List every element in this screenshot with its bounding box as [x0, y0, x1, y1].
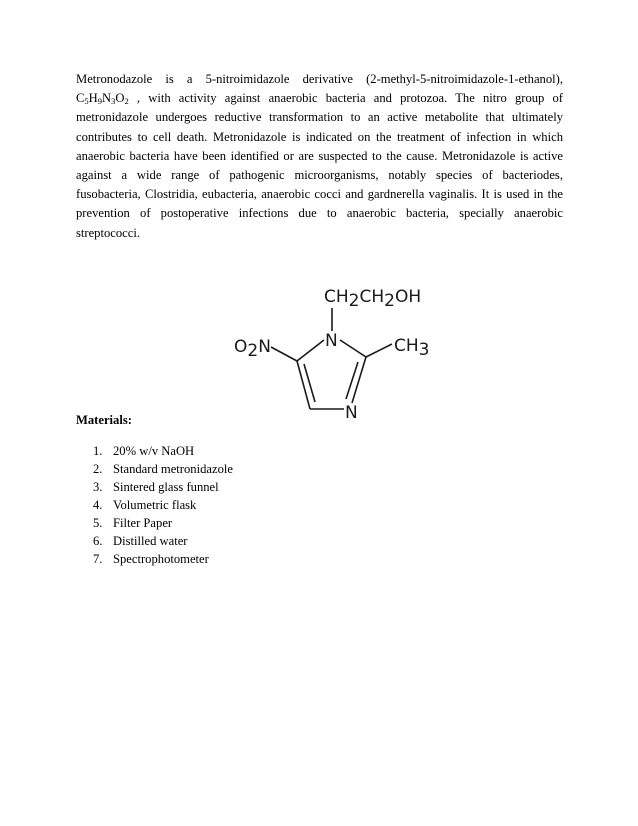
methyl-group-label: CH3: [394, 336, 430, 360]
list-item-number: 7.: [93, 552, 103, 566]
list-item-number: 6.: [93, 534, 103, 548]
list-item-label: Sintered glass funnel: [113, 480, 219, 494]
bond-c5-n1: [297, 340, 324, 361]
list-item-number: 2.: [93, 462, 103, 476]
nitro-group-label: O2N: [234, 337, 271, 361]
list-item: [76, 550, 233, 568]
list-item-number: 5.: [93, 516, 103, 530]
intro-paragraph: [76, 70, 563, 243]
bond-c5-nitro: [271, 347, 297, 361]
bond-c4-c5: [297, 361, 310, 409]
list-item-label: Volumetric flask: [113, 498, 197, 512]
list-item-number: 4.: [93, 498, 103, 512]
paragraph-text-part2: , with activity against anaerobic bacteria and protozoa. The nitro group of metronidazole undergoes reductive transformation to an active metabolite that ultimately contributes to cell death. Metronidazole is indicated on the treatment of infection in which anaerobic bacteria have been identified or are suspected to the cause. Metronidazole is active against a wide range of pathogenic microorganisms, notably species of bacteriodes, fusobacteria, Clostridia, eubacteria, anaerobic cocci and gardnerella vaginalis. It is used in the prevention of postoperative infections due to anaerobic bacteria, specially anaerobic streptococci.: [76, 91, 563, 240]
bond-c2-n3-double: [346, 362, 358, 399]
paragraph-text-part1: Metronodazole is a 5-nitroimidazole derivative (2-methyl-5-nitroimidazole-1-ethanol), C: [76, 72, 563, 106]
list-item-label: Filter Paper: [113, 516, 173, 530]
formula-subscript-c: 5: [84, 96, 89, 107]
list-item-label: 20% w/v NaOH: [113, 444, 195, 458]
top-substituent-label: CH2CH2OH: [324, 287, 422, 311]
formula-h: H: [88, 91, 98, 106]
bond-c4-c5-double: [304, 364, 315, 402]
list-item: [76, 478, 233, 496]
bond-n1-c2: [340, 340, 366, 357]
formula-subscript-h: 9: [97, 96, 103, 107]
ring-nitrogen-3: N: [345, 403, 358, 423]
bond-c2-methyl: [366, 344, 392, 357]
metronidazole-structure-diagram: [224, 276, 444, 426]
list-item-label: Standard metronidazole: [113, 462, 233, 476]
list-item: [76, 532, 233, 550]
formula-n: N: [102, 91, 112, 106]
materials-list: [76, 442, 233, 568]
list-item-label: Spectrophotometer: [113, 552, 209, 566]
materials-heading: Materials:: [76, 413, 132, 427]
list-item: [76, 496, 233, 514]
list-item: [76, 460, 233, 478]
list-item-number: 3.: [93, 480, 103, 494]
formula-subscript-o: 2: [124, 96, 129, 107]
list-item-number: 1.: [93, 444, 103, 458]
formula-o: O: [115, 91, 125, 106]
list-item: [76, 514, 233, 532]
bond-c2-n3: [352, 357, 366, 403]
formula-subscript-n: 3: [111, 96, 116, 107]
ring-nitrogen-1: N: [325, 331, 338, 351]
list-item: [76, 442, 233, 460]
list-item-label: Distilled water: [113, 534, 188, 548]
